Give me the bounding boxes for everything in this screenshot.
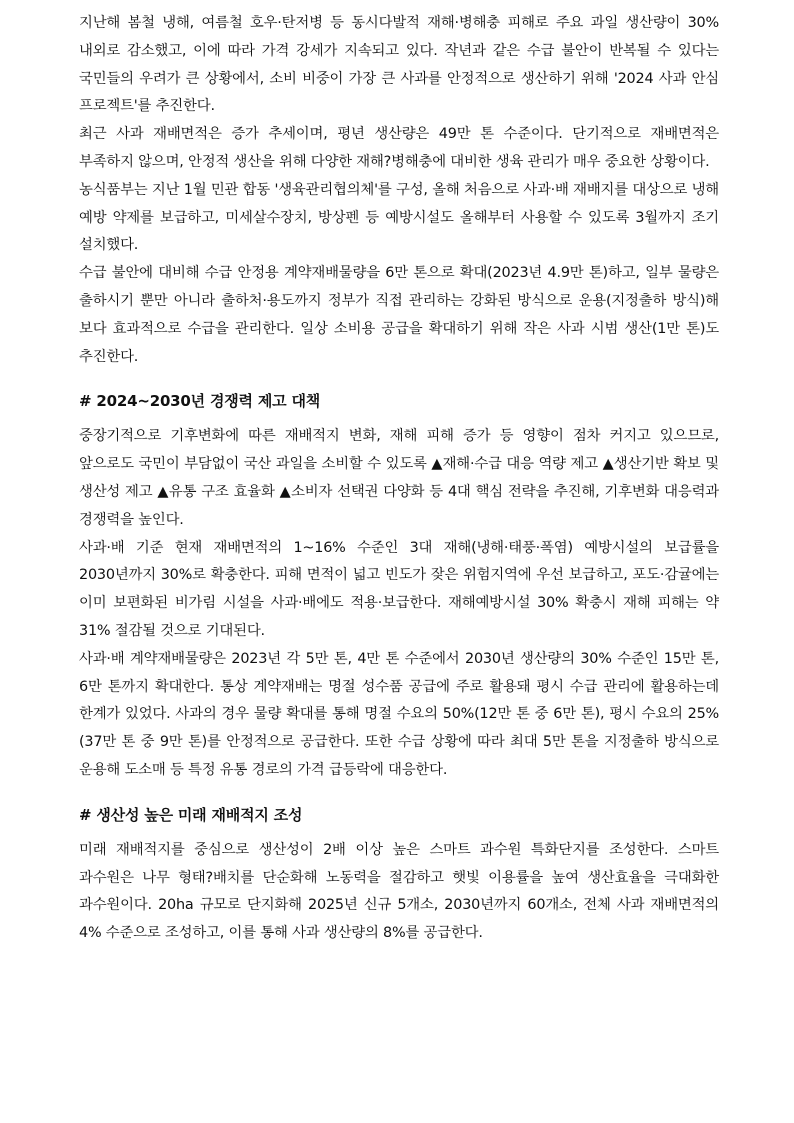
intro-paragraph-3: 농식품부는 지난 1월 민관 합동 '생육관리협의체'를 구성, 올해 처음으로 사과·배 재배지를 대상으로 냉해 예방 약제를 보급하고, 미세살수장치, 방상펜 등 예방시설도 올해부터 사용할 수 있도록 3월까지 조기 설치했다. (79, 181, 719, 254)
document-body (79, 10, 719, 948)
competitiveness-paragraph-2: 사과·배 기준 현재 재배면적의 1~16% 수준인 3대 재해(냉해·태풍·폭염) 예방시설의 보급률을 2030년까지 30%로 확충한다. 피해 면적이 넓고 빈도가 잦은 위험지역에 우선 보급하고, 포도·감귤에는 이미 보편화된 비가림 시설을 사과·배에도 적용·보급한다. 재해예방시설 30% 확충시 재해 피해는 약 31% 절감될 것으로 기대된다. (79, 539, 719, 639)
intro-paragraph-4: 수급 불안에 대비해 수급 안정용 계약재배물량을 6만 톤으로 확대(2023년 4.9만 톤)하고, 일부 물량은 출하시기 뿐만 아니라 출하처·용도까지 정부가 직접 관리하는 강화된 방식으로 운용(지정출하 방식)해 보다 효과적으로 수급을 관리한다. 일상 소비용 공급을 확대하기 위해 작은 사과 시범 생산(1만 톤)도 추진한다. (79, 265, 719, 365)
competitiveness-paragraph-3: 사과·배 계약재배물량은 2023년 각 5만 톤, 4만 톤 수준에서 2030년 생산량의 30% 수준인 15만 톤, 6만 톤까지 확대한다. 통상 계약재배는 명절 성수품 공급에 주로 활용돼 평시 수급 관리에 활용하는데 한계가 있었다. 사과의 경우 물량 확대를 통해 명절 수요의 50%(12만 톤 중 6만 톤), 평시 수요의 25%(37만 톤 중 9만 톤)를 안정적으로 공급한다. 또한 수급 상황에 따라 최대 5만 톤을 지정출하 방식으로 운용해 도소매 등 특정 유통 경로의 가격 급등락에 대응한다. (79, 650, 719, 778)
intro-paragraph-1: 지난해 봄철 냉해, 여름철 호우·탄저병 등 동시다발적 재해·병해충 피해로 주요 과일 생산량이 30% 내외로 감소했고, 이에 따라 가격 강세가 지속되고 있다. 작년과 같은 수급 불안이 반복될 수 있다는 국민들의 우려가 큰 상황에서, 소비 비중이 가장 큰 사과를 안정적으로 생산하기 위해 '2024 사과 안심 프로젝트'를 추진한다. (79, 15, 719, 115)
section-heading-future-orchards: # 생산성 높은 미래 재배적지 조성 (79, 805, 303, 824)
intro-paragraph-2: 최근 사과 재배면적은 증가 추세이며, 평년 생산량은 49만 톤 수준이다. 단기적으로 재배면적은 부족하지 않으며, 안정적 생산을 위해 다양한 재해?병해충에 대비한 생육 관리가 매우 중요한 상황이다. (79, 126, 719, 170)
section-heading-competitiveness: # 2024~2030년 경쟁력 제고 대책 (79, 392, 321, 411)
competitiveness-paragraph-1: 중장기적으로 기후변화에 따른 재배적지 변화, 재해 피해 증가 등 영향이 점차 커지고 있으므로, 앞으로도 국민이 부담없이 국산 과일을 소비할 수 있도록 ▲재해·수급 대응 역량 제고 ▲생산기반 확보 및 생산성 제고 ▲유통 구조 효율화 ▲소비자 선택권 다양화 등 4대 핵심 전략을 추진해, 기후변화 대응력과 경쟁력을 높인다. (79, 428, 719, 528)
future-orchards-paragraph-1: 미래 재배적지를 중심으로 생산성이 2배 이상 높은 스마트 과수원 특화단지를 조성한다. 스마트 과수원은 나무 형태?배치를 단순화해 노동력을 절감하고 햇빛 이용률을 높여 생산효율을 극대화한 과수원이다. 20ha 규모로 단지화해 2025년 신규 5개소, 2030년까지 60개소, 전체 사과 재배면적의 4% 수준으로 조성하고, 이를 통해 사과 생산량의 8%를 공급한다. (79, 841, 719, 942)
